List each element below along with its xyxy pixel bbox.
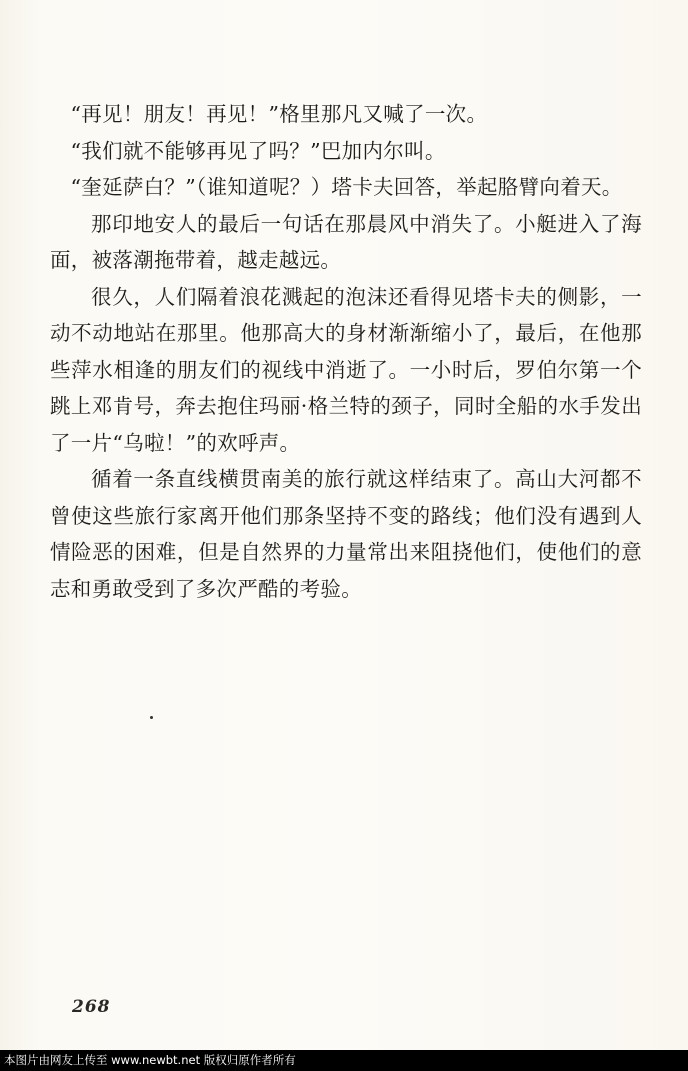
watermark-footer: 本图片由网友上传至 www.newbt.net 版权归原作者所有: [0, 1050, 688, 1071]
page-number: 268: [72, 997, 111, 1017]
paragraph-2: “我们就不能够再见了吗？”巴加内尔叫。: [70, 138, 446, 163]
paragraph-4: 那印地安人的最后一句话在那晨风中消失了。小艇进入了海面，被落潮拖带着，越走越远。: [50, 211, 642, 272]
paragraph-1: “再见！朋友！再见！”格里那凡又喊了一次。: [70, 102, 488, 126]
body-text: [50, 96, 642, 607]
paragraph-3: “奎延萨白？”（谁知道呢？）塔卡夫回答，举起胳臂向着天。: [70, 175, 623, 199]
paragraph-5: 很久，人们隔着浪花溅起的泡沫还看得见塔卡夫的侧影，一动不动地站在那里。他那高大的身材渐渐缩小了，最后，在他那些萍水相逢的朋友们的视线中消逝了。一小时后，罗伯尔第一个跳上邓肯号，奔去抱住玛丽·格兰特的颈子，同时全船的水手发出了一片“乌啦！”的欢呼声。: [50, 284, 642, 455]
ink-speck: [150, 716, 153, 719]
paragraph-6: 循着一条直线横贯南美的旅行就这样结束了。高山大河都不曾使这些旅行家离开他们那条坚持不变的路线；他们没有遇到人情险恶的困难，但是自然界的力量常出来阻挠他们，使他们的意志和勇敢受到了多次严酷的考验。: [50, 467, 642, 601]
